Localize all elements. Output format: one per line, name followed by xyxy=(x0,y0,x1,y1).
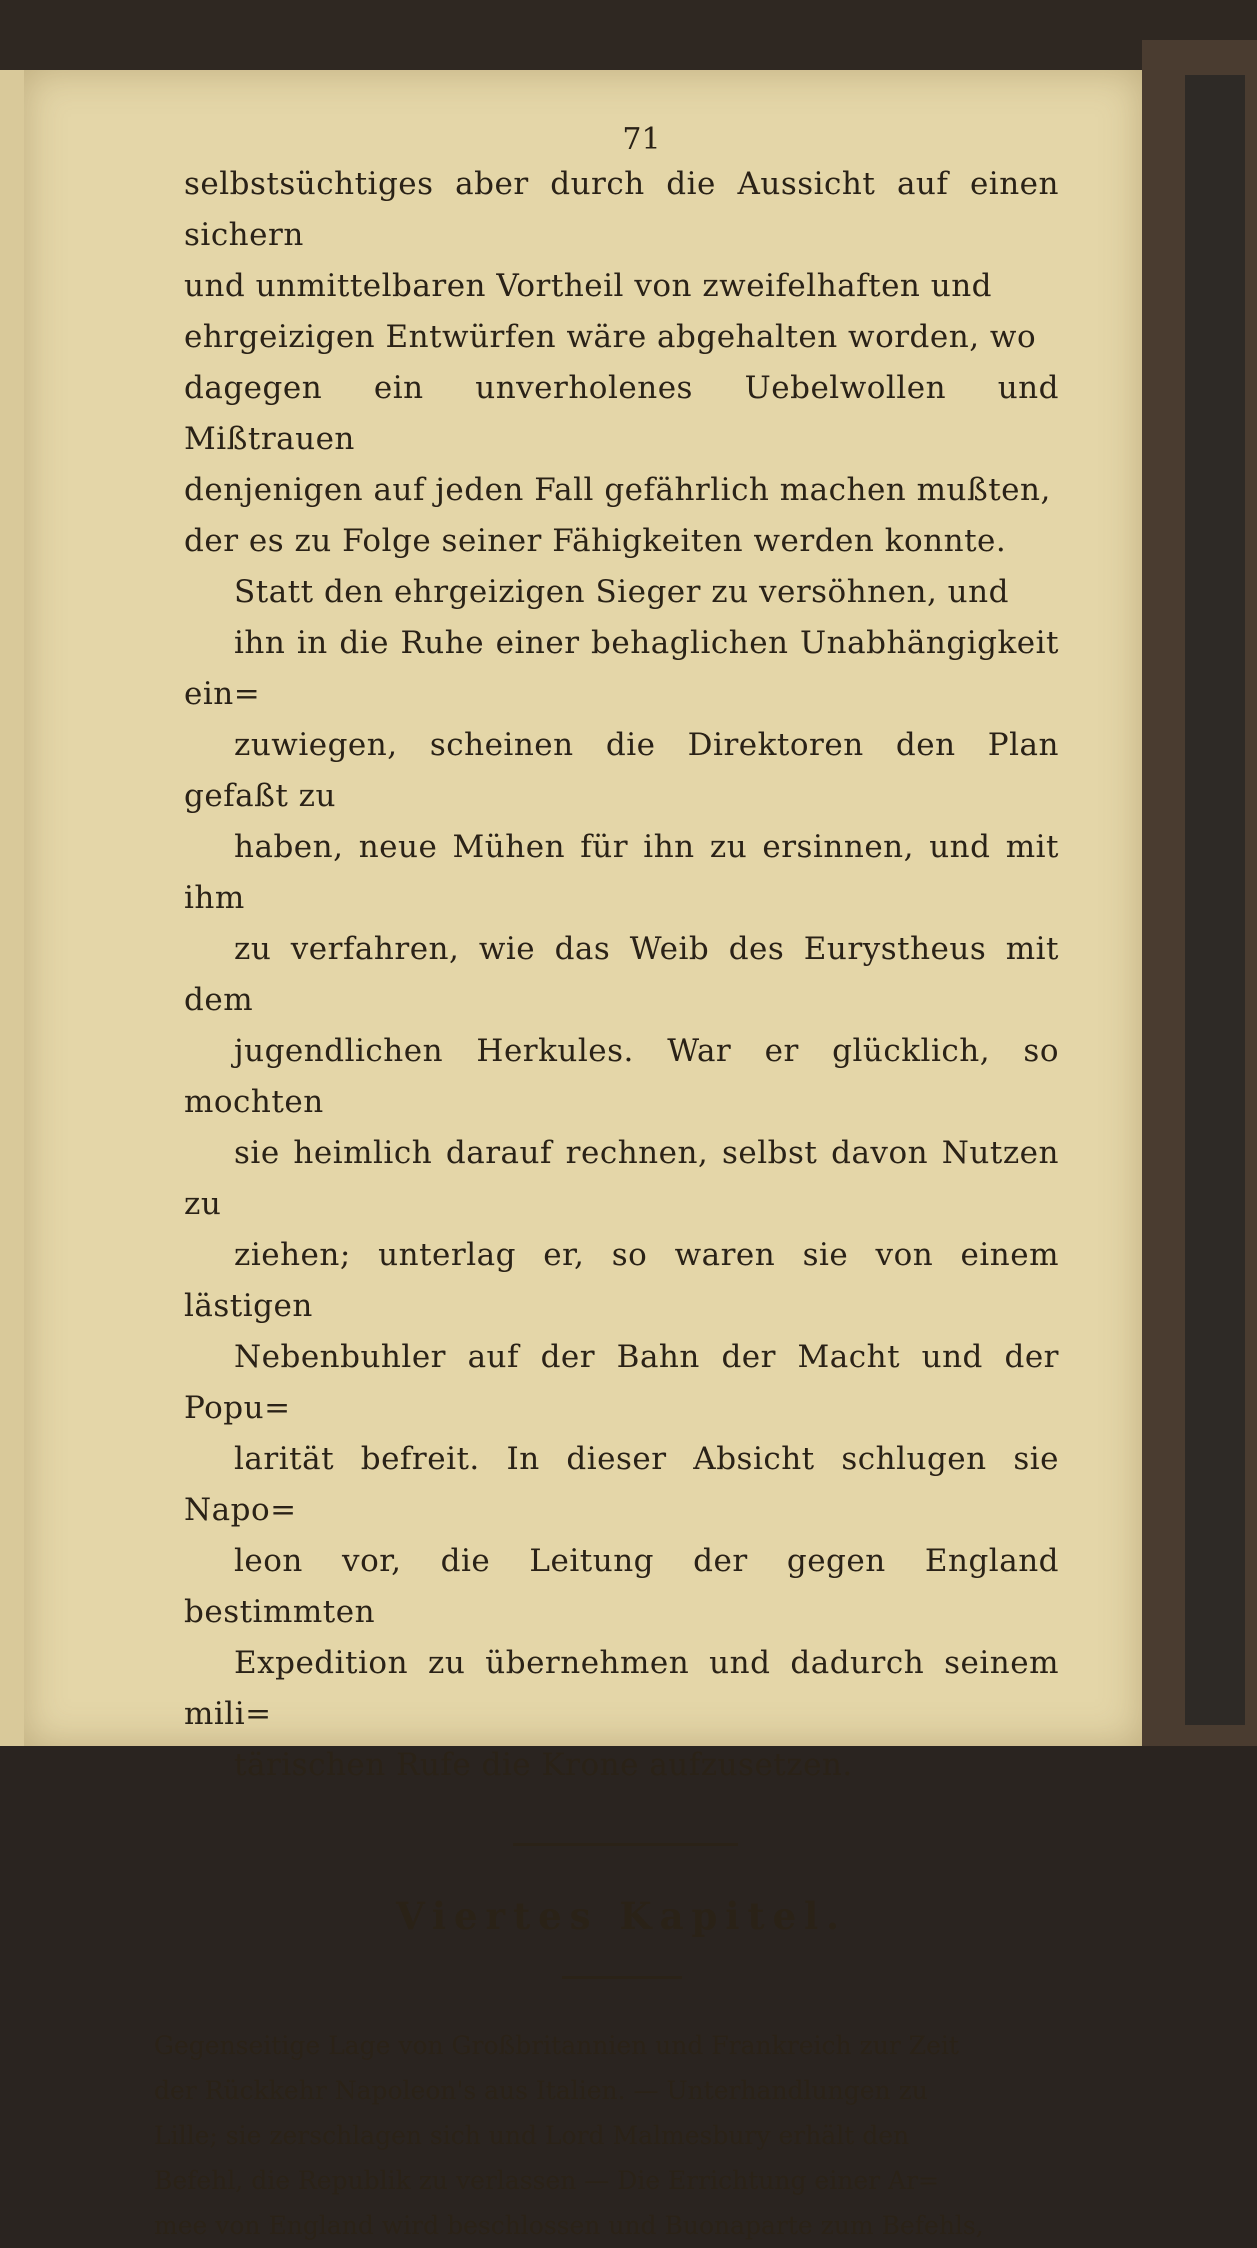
title-divider xyxy=(562,1976,682,1979)
text-line: haben, neue Mühen für ihn zu ersinnen, und mit ihm xyxy=(184,829,1059,916)
book-cover-board xyxy=(1185,75,1245,1725)
text-line: zuwiegen, scheinen die Direktoren den Plan gefaßt zu xyxy=(184,727,1059,814)
text-line: larität befreit. In dieser Absicht schlugen sie Napo= xyxy=(184,1441,1059,1528)
text-line: ziehen; unterlag er, so waren sie von einem lästigen xyxy=(184,1237,1059,1324)
text-line: sie heimlich darauf rechnen, selbst davon Nutzen zu xyxy=(184,1135,1059,1222)
chapter-summary xyxy=(154,2023,1009,2248)
page-number: 71 xyxy=(622,122,661,157)
paragraph-2 xyxy=(184,567,1059,1791)
book-page xyxy=(24,70,1142,2240)
text-line: selbstsüchtiges aber durch die Aussicht auf einen sichern xyxy=(184,166,1059,253)
text-line: leon vor, die Leitung der gegen England bestimmten xyxy=(184,1543,1059,1630)
summary-line: mee von England wird beschlossen und Buonaparte zum Befehls, xyxy=(154,2211,984,2240)
text-line: Expedition zu übernehmen und dadurch seinem mili= xyxy=(184,1645,1059,1732)
text-line: tärischen Rufe die Krone aufzusetzen. xyxy=(234,1747,853,1783)
section-divider xyxy=(513,1843,738,1846)
summary-line: Lille; sie zerschlagen sich und Lord Malmesbury erhält den xyxy=(154,2121,910,2150)
text-line: Statt den ehrgeizigen Sieger zu versöhnen, und xyxy=(234,574,1009,610)
text-line: jugendlichen Herkules. War er glücklich, so mochten xyxy=(184,1033,1059,1120)
chapter-title: Viertes Kapitel. xyxy=(395,1894,848,1938)
text-line: ehrgeizigen Entwürfen wäre abgehalten worden, wo xyxy=(184,319,1037,355)
text-line: Nebenbuhler auf der Bahn der Macht und der Popu= xyxy=(184,1339,1059,1426)
text-line: denjenigen auf jeden Fall gefährlich machen mußten, xyxy=(184,472,1051,508)
text-line: der es zu Folge seiner Fähigkeiten werden konnte. xyxy=(184,523,1007,559)
book-cover-top xyxy=(0,0,1257,80)
page-content xyxy=(154,122,1059,2248)
body-text xyxy=(184,159,1059,1791)
summary-line: Befehl, die Republik zu verlassen — Die Errichtung einer Ar= xyxy=(154,2166,939,2195)
text-line: und unmittelbaren Vortheil von zweifelhaften und xyxy=(184,268,993,304)
summary-line: Gegenseitige Lage von Großbritannien und Frankreich zur Zeit xyxy=(154,2031,959,2060)
text-line: zu verfahren, wie das Weib des Eurystheus mit dem xyxy=(184,931,1059,1018)
text-line: dagegen ein unverholenes Uebelwollen und Mißtrauen xyxy=(184,370,1059,457)
summary-line: der Rückkehr Napoleon's aus Italien. — Unterhandlungen zu xyxy=(154,2076,928,2105)
paragraph-1 xyxy=(184,159,1059,567)
text-line: ihn in die Ruhe einer behaglichen Unabhängigkeit ein= xyxy=(184,625,1059,712)
